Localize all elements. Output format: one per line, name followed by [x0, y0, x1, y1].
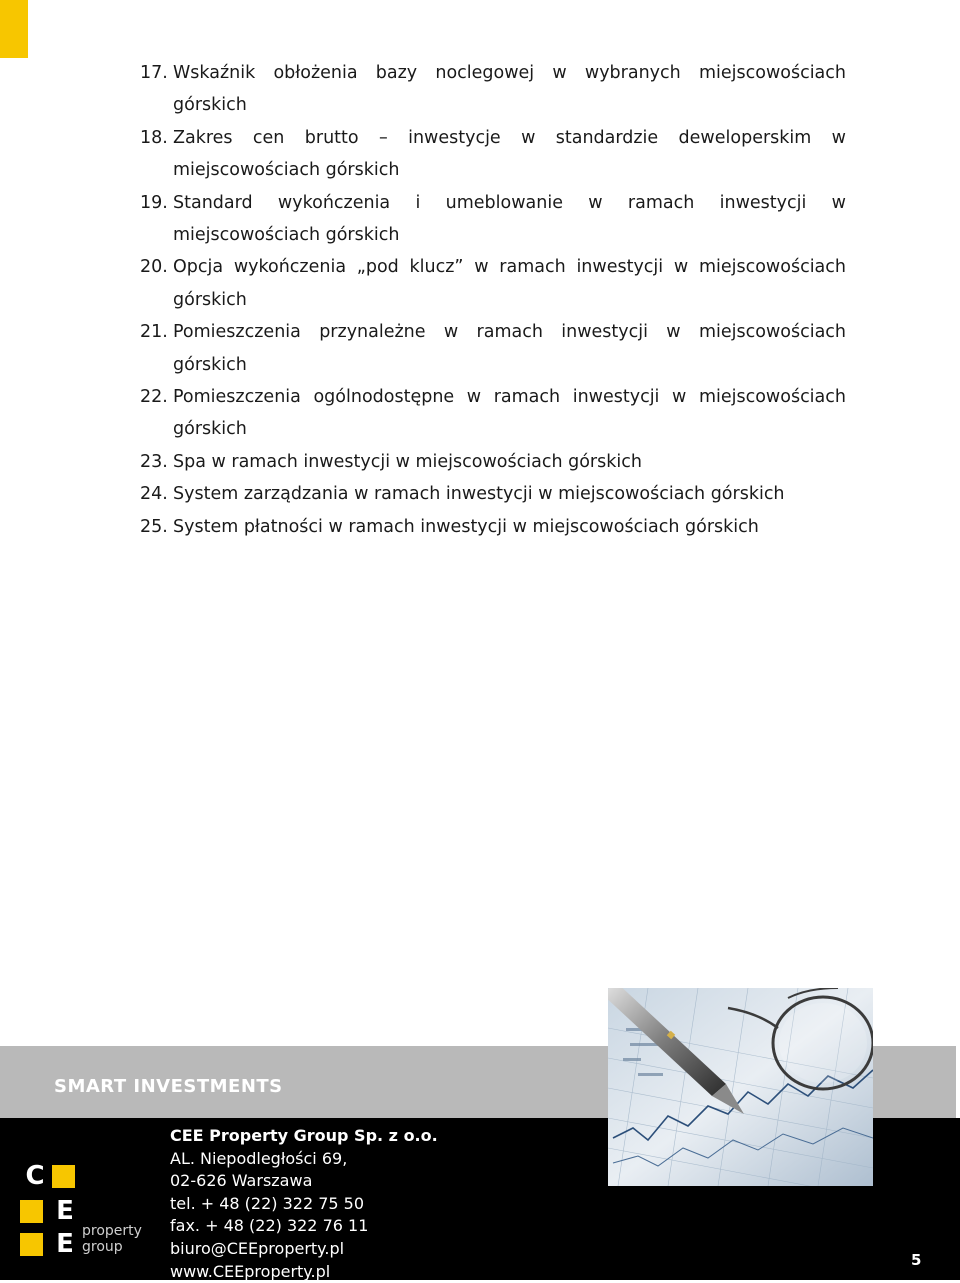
item-text-line1: Standard wykończenia i umeblowanie w ramach inwestycji w: [173, 192, 846, 213]
list-item: [140, 316, 846, 381]
pen-chart-glasses-image: [608, 988, 873, 1186]
address-line2: 02-626 Warszawa: [170, 1171, 313, 1191]
list-item: [140, 187, 846, 252]
item-text-line1: Zakres cen brutto – inwestycje w standardzie deweloperskim w: [173, 127, 846, 148]
finance-photo: [608, 988, 873, 1186]
item-text-line2: górskich: [173, 289, 247, 310]
list-item: [140, 251, 846, 316]
item-text-line1: Wskaźnik obłożenia bazy noclegowej w wybranych miejscowościach: [173, 63, 846, 83]
footer-tagline: SMART INVESTMENTS: [54, 1076, 283, 1097]
item-number: 21.: [140, 322, 168, 343]
logo-yellow-square: [52, 1165, 75, 1188]
corner-accent-bar: [0, 0, 28, 58]
company-logo: [20, 1161, 145, 1260]
website-link[interactable]: www.CEEproperty.pl: [170, 1261, 331, 1281]
fax-number: fax. + 48 (22) 322 76 11: [170, 1216, 369, 1236]
list-item: [140, 478, 846, 510]
item-number: 20.: [140, 257, 168, 278]
logo-yellow-square: [20, 1233, 43, 1256]
item-number: 18.: [140, 127, 168, 148]
logo-letter-e: E: [56, 1196, 74, 1226]
item-number: 25.: [140, 516, 168, 537]
list-item: [140, 446, 846, 478]
logo-brand-property: property: [82, 1223, 142, 1239]
company-name: CEE Property Group Sp. z o.o.: [170, 1126, 438, 1145]
item-text: System płatności w ramach inwestycji w miejscowościach górskich: [173, 516, 759, 537]
logo-yellow-square: [20, 1200, 43, 1223]
list-item: [140, 57, 846, 122]
contact-block: [170, 1125, 438, 1283]
item-text-line2: górskich: [173, 419, 247, 440]
list-item: [140, 381, 846, 446]
item-number: 17.: [140, 63, 168, 83]
item-text-line2: górskich: [173, 95, 247, 116]
item-number: 19.: [140, 192, 168, 213]
logo-letter-e: E: [56, 1229, 74, 1259]
item-number: 22.: [140, 387, 168, 408]
email-link[interactable]: biuro@CEEproperty.pl: [170, 1238, 345, 1258]
item-text-line2: górskich: [173, 354, 247, 375]
address-line1: AL. Niepodległości 69,: [170, 1148, 348, 1168]
item-text-line1: Pomieszczenia ogólnodostępne w ramach inwestycji w miejscowościach: [173, 387, 846, 408]
report-contents-list: [140, 57, 846, 543]
item-text-line2: miejscowościach górskich: [173, 225, 400, 246]
item-text-line2: miejscowościach górskich: [173, 160, 400, 181]
item-number: 23.: [140, 451, 168, 472]
item-text: Spa w ramach inwestycji w miejscowościach górskich: [173, 451, 642, 472]
list-item: [140, 511, 846, 543]
item-text-line1: Opcja wykończenia „pod klucz” w ramach inwestycji w miejscowościach: [173, 257, 846, 278]
list-item: [140, 122, 846, 187]
item-number: 24.: [140, 484, 168, 505]
logo-brand-group: group: [82, 1239, 123, 1255]
logo-letter-c: C: [25, 1161, 45, 1191]
page-number: 5: [911, 1251, 922, 1269]
item-text: System zarządzania w ramach inwestycji w miejscowościach górskich: [173, 484, 785, 505]
phone-number: tel. + 48 (22) 322 75 50: [170, 1193, 365, 1213]
item-text-line1: Pomieszczenia przynależne w ramach inwestycji w miejscowościach: [173, 322, 846, 343]
